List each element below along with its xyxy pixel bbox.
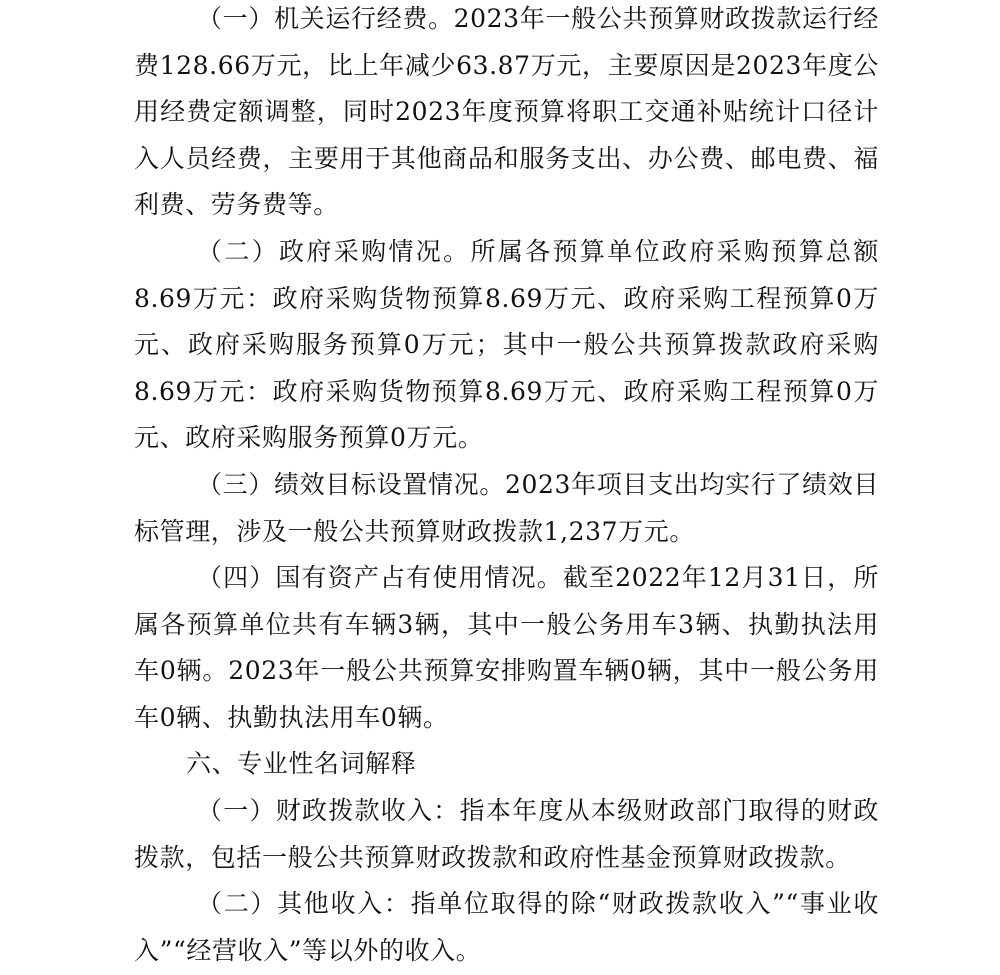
paragraph-lead: （四）国有资产占有使用情况。	[197, 563, 563, 592]
section-heading: 六、专业性名词解释	[186, 749, 417, 778]
paragraph-operating-expenses	[134, 0, 879, 229]
paragraph-lead: （三）绩效目标设置情况。	[197, 470, 505, 499]
paragraph-body: 2023年项目支出均实行了绩效目标管理，涉及一般公共预算财政拨款1,237万元。	[134, 470, 879, 546]
term-body: 指本年度从本级财政部门取得的财政拨款，包括一般公共预算财政拨款和政府性基金预算财政拨款。	[134, 796, 879, 872]
term-other-income	[134, 881, 879, 974]
paragraph-body: 截至2022年12月31日，所属各预算单位共有车辆3辆，其中一般公务用车3辆、执勤执法用车0辆。2023年一般公共预算安排购置车辆0辆，其中一般公务用车0辆、执勤执法用车0辆。	[134, 563, 879, 732]
paragraph-body: 所属各预算单位政府采购预算总额8.69万元：政府采购货物预算8.69万元、政府采购工程预算0万元、政府采购服务预算0万元；其中一般公共预算拨款政府采购8.69万元：政府采购货物预算8.69万元、政府采购工程预算0万元、政府采购服务预算0万元。	[134, 237, 879, 452]
paragraph-lead: （一）机关运行经费。	[197, 4, 454, 33]
paragraph-performance-targets	[134, 462, 879, 555]
paragraph-government-procurement	[134, 229, 879, 462]
paragraph-lead: （二）政府采购情况。	[197, 237, 471, 266]
term-lead: （二）其他收入：	[197, 889, 411, 918]
paragraph-body: 2023年一般公共预算财政拨款运行经费128.66万元，比上年减少63.87万元，主要原因是2023年度公用经费定额调整，同时2023年度预算将职工交通补贴统计口径计入人员经费，主要用于其他商品和服务支出、办公费、邮电费、福利费、劳务费等。	[134, 4, 879, 219]
term-body: 指单位取得的除“财政拨款收入”“事业收入”“经营收入”等以外的收入。	[134, 889, 879, 965]
paragraph-state-assets	[134, 555, 879, 741]
term-lead: （一）财政拨款收入：	[197, 796, 460, 825]
term-fiscal-appropriation-income	[134, 788, 879, 881]
